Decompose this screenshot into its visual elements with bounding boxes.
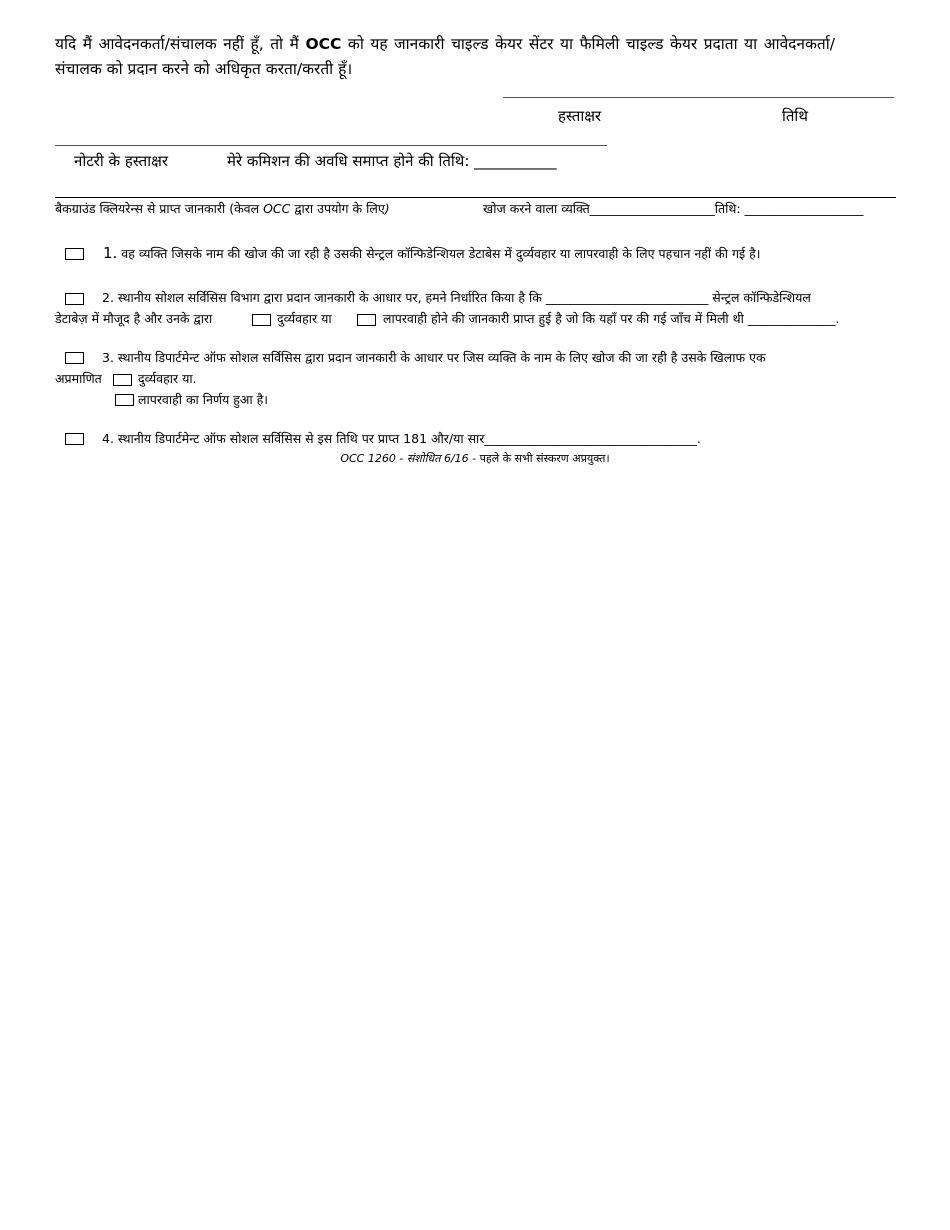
clearance-header-close: ) [384,201,390,216]
section-divider [55,197,896,198]
item3-line2-start: अप्रमाणित [55,371,102,386]
item1-text [103,243,760,264]
item3-neglect-label: लापरवाही का निर्णय हुआ है। [138,392,268,407]
notary-signature-label: नोटरी के हस्ताक्षर [74,152,168,170]
occ-abbreviation: OCC [305,35,342,53]
item2-line1: 2. स्थानीय सोशल सर्विसिस विभाग द्वारा प्रदान जानकारी के आधार पर, हमने निर्धारित किया है कि __________________________ सेन्ट्रल कॉन्फिडेन्शियल [102,290,811,305]
clearance-header-text: बैकग्राउंड क्लियरेन्स से प्राप्त जानकारी (केवल [55,201,264,216]
item2-checkbox[interactable] [65,293,84,305]
commission-expiry-label: मेरे कमिशन की अवधि समाप्त होने की तिथि: ___________ [227,152,557,170]
item3-neglect-checkbox[interactable] [115,394,134,406]
clearance-occ: OCC [263,201,291,216]
item1-body: वह व्यक्ति जिसके नाम की खोज की जा रही है उसकी सेन्ट्रल कॉन्फिडेन्शियल डेटाबेस में दुर्व्यवहार या लापरवाही के लिए पहचान नहीं की गई है। [117,246,761,261]
item2-abuse-checkbox[interactable] [252,314,271,326]
item4-text: 4. स्थानीय डिपार्टमेन्ट ऑफ सोशल सर्विसिस से इस तिथि पर प्राप्त 181 और/या सार__________________________________. [102,431,701,446]
form-note: - पहले के सभी संस्करण अप्रयुक्त। [468,452,610,465]
item3-checkbox[interactable] [65,352,84,364]
form-footer [0,451,950,466]
clearance-header [55,200,390,217]
date-label: तिथि [782,107,808,125]
item3-abuse-checkbox[interactable] [113,374,132,386]
notary-line[interactable] [55,145,607,146]
item1-number: 1. [103,244,118,262]
item4-checkbox[interactable] [65,433,84,445]
item2-neglect-checkbox[interactable] [357,314,376,326]
searcher-field[interactable]: खोज करने वाला व्यक्ति____________________तिथि: ___________________ [483,201,864,216]
item2-line2-start: डेटाबेज़ में मौजूद है और उनके द्वारा [55,311,213,326]
item1-checkbox[interactable] [65,248,84,260]
item2-neglect-label: लापरवाही होने की जानकारी प्राप्त हुई है जो कि यहाँ पर की गई जाँच में मिली थी ______________. [383,311,840,326]
clearance-header-suffix: द्वारा उपयोग के लिए [290,201,385,216]
authorization-text-start: यदि मैं आवेदनकर्ता/संचालक नहीं हूँ, तो मैं [55,35,306,53]
signature-date-line[interactable] [503,97,894,98]
authorization-statement [55,32,835,82]
authorization-text-end: को यह जानकारी चाइल्ड केयर सेंटर या फैमिली चाइल्ड केयर प्रदाता या आवेदनकर्ता/संचालक को प्रदान करने को अधिकृत करता/करती हूँ। [55,35,835,78]
form-id: OCC 1260 - संशोधित 6/16 [340,452,469,465]
item2-abuse-label: दुर्व्यवहार या [277,311,332,326]
item3-line1: 3. स्थानीय डिपार्टमेन्ट ऑफ सोशल सर्विसिस द्वारा प्रदान जानकारी के आधार पर जिस व्यक्ति के नाम के लिए खोज की जा रही है उसके खिलाफ एक [102,350,766,365]
item3-abuse-label: दुर्व्यवहार या. [138,371,197,386]
signature-label: हस्ताक्षर [558,107,602,125]
